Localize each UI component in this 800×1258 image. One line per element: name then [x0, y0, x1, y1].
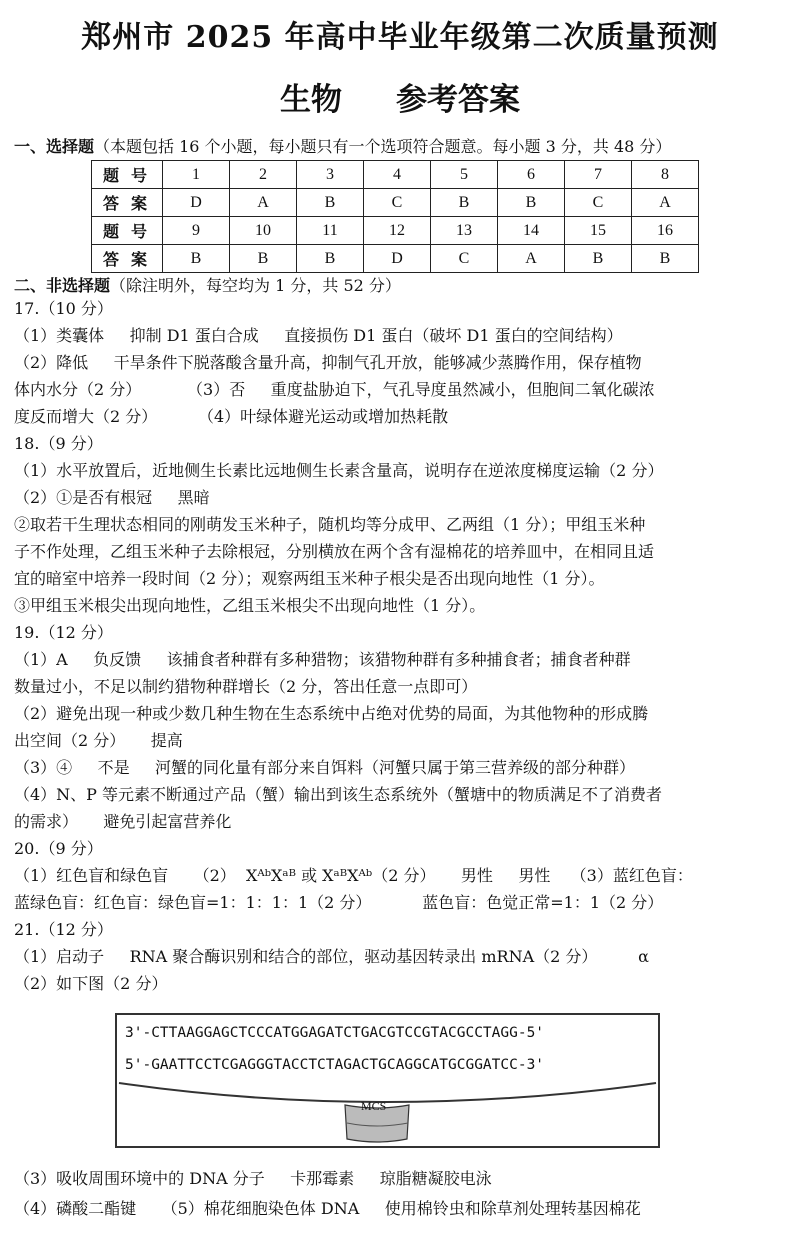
section2-header: [14, 273, 401, 296]
dna-strand-top: 3'-CTTAAGGAGCTCCCATGGAGATCTGACGTCCGTACGCCTAGG-5': [125, 1025, 545, 1041]
section1-note: （本题包括 16 个小题，每小题只有一个选项符合题意。每小题 3 分，共 48 分）: [94, 137, 672, 156]
answer-line: （2）避免出现一种或少数几种生物在生态系统中占绝对优势的局面，为其他物种的形成腾: [14, 704, 649, 723]
section1-heading: 一、选择题: [14, 137, 95, 156]
table-cell: C: [565, 189, 632, 217]
section1-header: [14, 134, 671, 157]
table-cell: 10: [230, 217, 297, 245]
table-cell: D: [364, 245, 431, 273]
table-cell: 5: [431, 161, 498, 189]
answer-line: 21.（12 分）: [14, 920, 113, 939]
answer-line: 蓝绿色盲：红色盲：绿色盲=1：1：1：1（2 分） 蓝色盲：色觉正常=1：1（2 分）: [14, 893, 664, 912]
answer-line: 出空间（2 分） 提高: [14, 731, 183, 750]
section2-note: （除注明外，每空均为 1 分，共 52 分）: [110, 276, 401, 295]
page-title: 郑州市 2025 年高中毕业年级第二次质量预测: [81, 20, 719, 55]
table-cell: 9: [163, 217, 230, 245]
table-cell: B: [498, 189, 565, 217]
dna-strand-bottom: 5'-GAATTCCTCGAGGGTACCTCTAGACTGCAGGCATGCGGATCC-3': [125, 1057, 545, 1073]
page-subtitle: 生物 参考答案: [280, 82, 520, 118]
answer-line: （2）降低 干旱条件下脱落酸含量升高，抑制气孔开放，能够减少蒸腾作用，保存植物: [14, 353, 642, 372]
answer-line: （1）水平放置后，近地侧生长素比远地侧生长素含量高，说明存在逆浓度梯度运输（2 分）: [14, 461, 664, 480]
answer-line: （1）A 负反馈 该捕食者种群有多种猎物；该猎物种群有多种捕食者；捕食者种群: [14, 650, 631, 669]
answer-line: ③甲组玉米根尖出现向地性，乙组玉米根尖不出现向地性（1 分）。: [14, 596, 486, 615]
answer-line: 20.（9 分）: [14, 839, 103, 858]
table-cell: A: [632, 189, 699, 217]
table-row: [92, 245, 699, 273]
table-cell: C: [364, 189, 431, 217]
answer-line: （3）吸收周围环境中的 DNA 分子 卡那霉素 琼脂糖凝胶电泳: [14, 1169, 492, 1188]
dna-figure: [115, 1013, 660, 1148]
table-cell: B: [297, 245, 364, 273]
table-cell: 4: [364, 161, 431, 189]
table-cell: 6: [498, 161, 565, 189]
table-cell: B: [431, 189, 498, 217]
table-cell: B: [565, 245, 632, 273]
table-cell: 16: [632, 217, 699, 245]
answer-line: （4）N、P 等元素不断通过产品（蟹）输出到该生态系统外（蟹塘中的物质满足不了消费者: [14, 785, 663, 804]
table-cell: 14: [498, 217, 565, 245]
answer-line: ②取若干生理状态相同的刚萌发玉米种子，随机均等分成甲、乙两组（1 分）；甲组玉米种: [14, 515, 646, 534]
answer-line: （3）④ 不是 河蟹的同化量有部分来自饵料（河蟹只属于第三营养级的部分种群）: [14, 758, 636, 777]
answer-line: 宜的暗室中培养一段时间（2 分）；观察两组玉米种子根尖是否出现向地性（1 分）。: [14, 569, 605, 588]
table-cell: B: [230, 245, 297, 273]
answer-line: 数量过小，不足以制约猎物种群增长（2 分，答出任意一点即可）: [14, 677, 478, 696]
table-cell: 12: [364, 217, 431, 245]
row-label: 答 案: [92, 245, 163, 273]
answer-line: 17.（10 分）: [14, 299, 113, 318]
table-cell: 1: [163, 161, 230, 189]
table-cell: D: [163, 189, 230, 217]
table-cell: A: [498, 245, 565, 273]
table-cell: B: [632, 245, 699, 273]
table-cell: 8: [632, 161, 699, 189]
answer-table: [91, 160, 699, 273]
answer-line: （1）类囊体 抑制 D1 蛋白合成 直接损伤 D1 蛋白（破坏 D1 蛋白的空间结构）: [14, 326, 623, 345]
answer-line: （1）启动子 RNA 聚合酶识别和结合的部位，驱动基因转录出 mRNA（2 分） α: [14, 947, 649, 966]
table-cell: B: [297, 189, 364, 217]
table-cell: 7: [565, 161, 632, 189]
table-row: [92, 189, 699, 217]
table-cell: 2: [230, 161, 297, 189]
mcs-plasmid-arc: [115, 1013, 660, 1148]
answer-line: 度反而增大（2 分） （4）叶绿体避光运动或增加热耗散: [14, 407, 449, 426]
table-row: [92, 161, 699, 189]
mcs-label: MCS: [361, 1099, 387, 1113]
section2-heading: 二、非选择题: [14, 276, 111, 295]
table-cell: A: [230, 189, 297, 217]
table-cell: 13: [431, 217, 498, 245]
answer-line: （1）红色盲和绿色盲 （2） XᴬᵇXᵃᴮ 或 XᵃᴮXᴬᵇ（2 分） 男性 男性 （3）蓝红色盲：: [14, 866, 693, 885]
table-cell: 3: [297, 161, 364, 189]
row-label: 答 案: [92, 189, 163, 217]
answer-line: 18.（9 分）: [14, 434, 103, 453]
row-label: 题 号: [92, 161, 163, 189]
table-cell: B: [163, 245, 230, 273]
answer-line: （2）如下图（2 分）: [14, 974, 168, 993]
table-row: [92, 217, 699, 245]
table-cell: 15: [565, 217, 632, 245]
answer-line: （4）磷酸二酯键 （5）棉花细胞染色体 DNA 使用棉铃虫和除草剂处理转基因棉花: [14, 1199, 641, 1218]
answer-line: 体内水分（2 分） （3）否 重度盐胁迫下，气孔导度虽然减小，但胞间二氧化碳浓: [14, 380, 655, 399]
table-cell: C: [431, 245, 498, 273]
table-cell: 11: [297, 217, 364, 245]
row-label: 题 号: [92, 217, 163, 245]
answer-line: （2）①是否有根冠 黑暗: [14, 488, 210, 507]
answer-line: 子不作处理，乙组玉米种子去除根冠，分别横放在两个含有湿棉花的培养皿中，在相同且适: [14, 542, 655, 561]
answer-line: 的需求） 避免引起富营养化: [14, 812, 232, 831]
answer-line: 19.（12 分）: [14, 623, 113, 642]
